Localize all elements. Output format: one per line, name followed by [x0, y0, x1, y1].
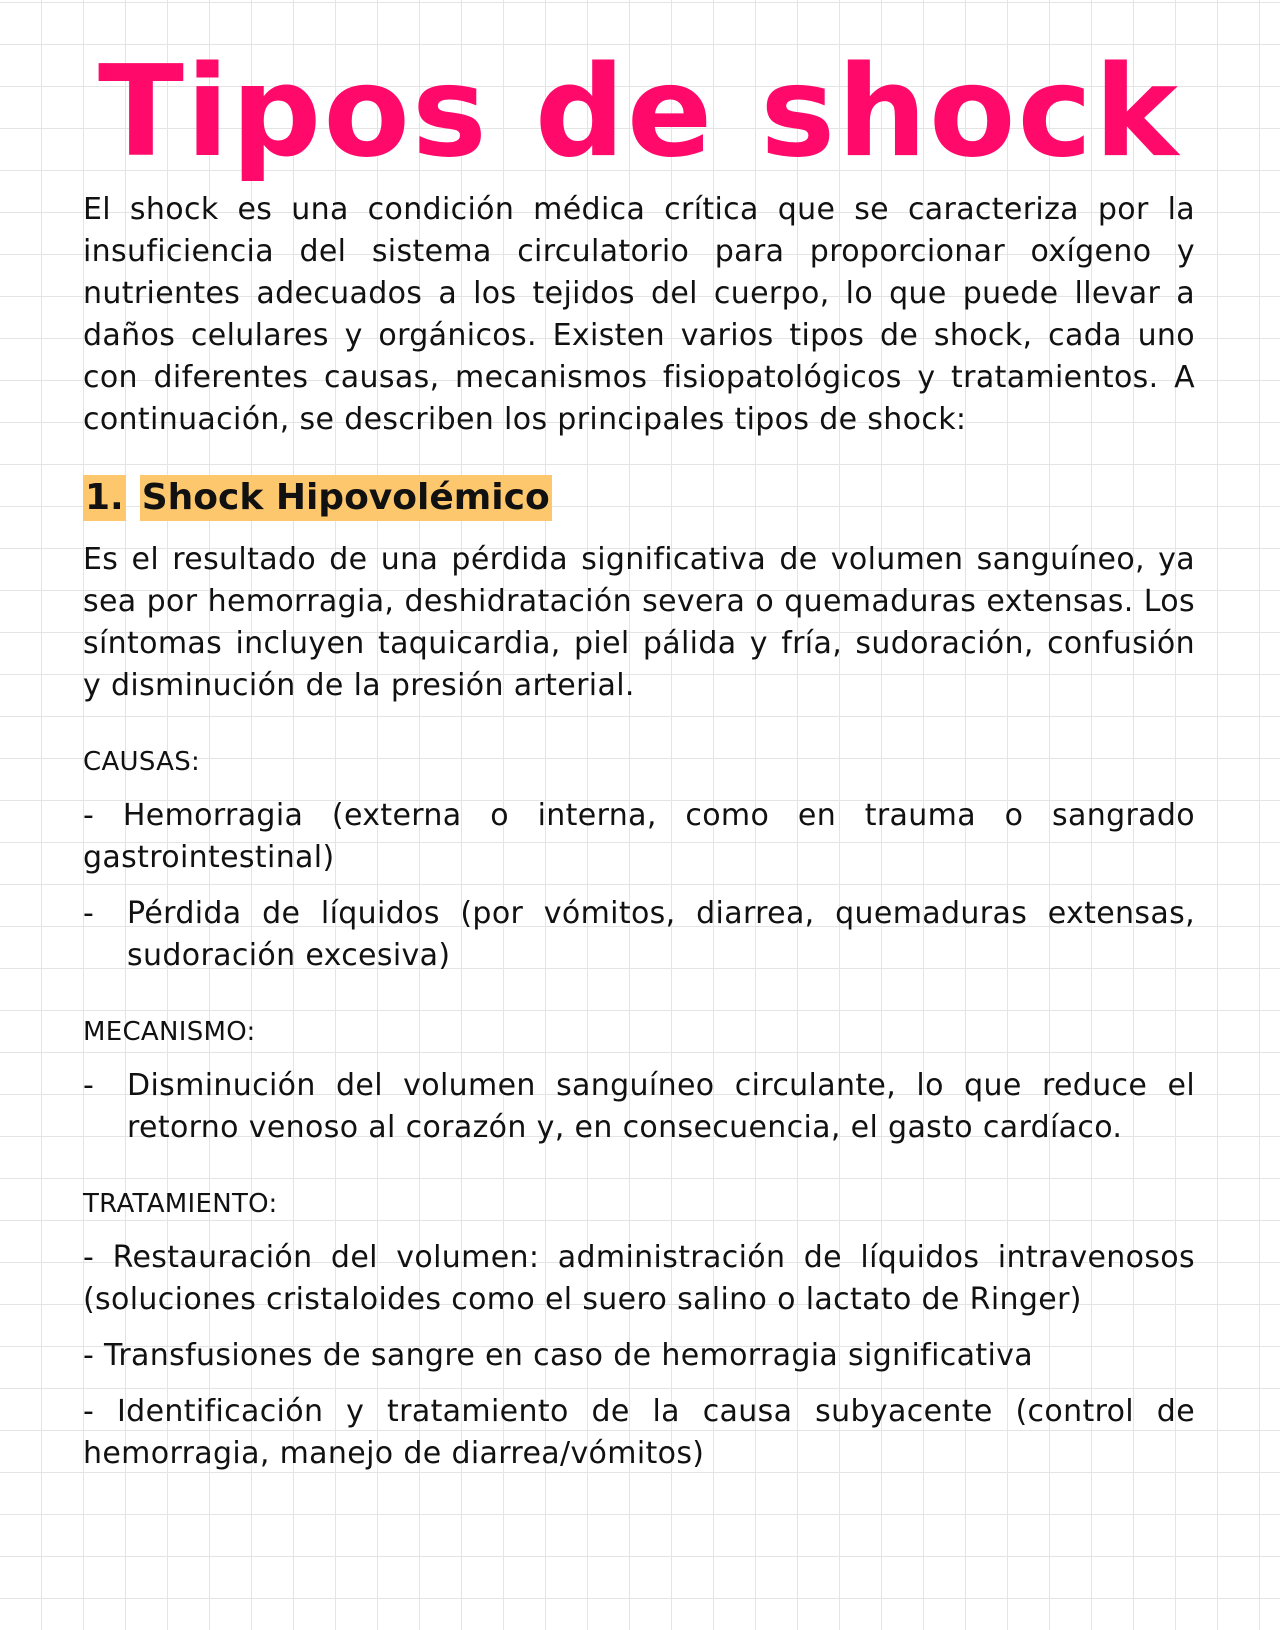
- treatment-label: TRATAMIENTO:: [83, 1189, 278, 1219]
- section-description: Es el resultado de una pérdida significativa de volumen sanguíneo, ya sea por hemorragia, deshidratación severa o quemaduras extensas. Los síntomas incluyen taquicardia, piel pálida y fría, sudoración, confusión y disminución de la presión arterial.: [83, 542, 1195, 703]
- section-heading-hipovolemico: [83, 475, 1195, 521]
- list-item: [83, 893, 1195, 977]
- section-title: Shock Hipovolémico: [140, 475, 552, 521]
- list-item-text: Pérdida de líquidos (por vómitos, diarrea, quemaduras extensas, sudoración excesiva): [127, 896, 1195, 973]
- list-item: - Identificación y tratamiento de la causa subyacente (control de hemorragia, manejo de diarrea/vómitos): [83, 1394, 1195, 1471]
- list-item: - Hemorragia (externa o interna, como en trauma o sangrado gastrointestinal): [83, 798, 1195, 875]
- list-item: [83, 1065, 1195, 1149]
- causes-label: CAUSAS:: [83, 747, 201, 777]
- document-body: [83, 189, 1195, 1475]
- list-item: - Transfusiones de sangre en caso de hemorragia significativa: [83, 1338, 1033, 1373]
- section-number: 1.: [83, 475, 126, 521]
- list-item: - Restauración del volumen: administración de líquidos intravenosos (soluciones cristaloides como el suero salino o lactato de Ringer): [83, 1240, 1195, 1317]
- mechanism-label: MECANISMO:: [83, 1017, 256, 1047]
- bullet-dash: -: [83, 1068, 95, 1103]
- intro-paragraph: El shock es una condición médica crítica que se caracteriza por la insuficiencia del sistema circulatorio para proporcionar oxígeno y nutrientes adecuados a los tejidos del cuerpo, lo que puede llevar a daños celulares y orgánicos. Existen varios tipos de shock, cada uno con diferentes causas, mecanismos fisiopatológicos y tratamientos. A continuación, se describen los principales tipos de shock:: [83, 192, 1195, 437]
- list-item-text: Disminución del volumen sanguíneo circulante, lo que reduce el retorno venoso al corazón y, en consecuencia, el gasto cardíaco.: [127, 1068, 1195, 1145]
- bullet-dash: -: [83, 896, 95, 931]
- page-title: Tipos de shock: [97, 38, 1181, 185]
